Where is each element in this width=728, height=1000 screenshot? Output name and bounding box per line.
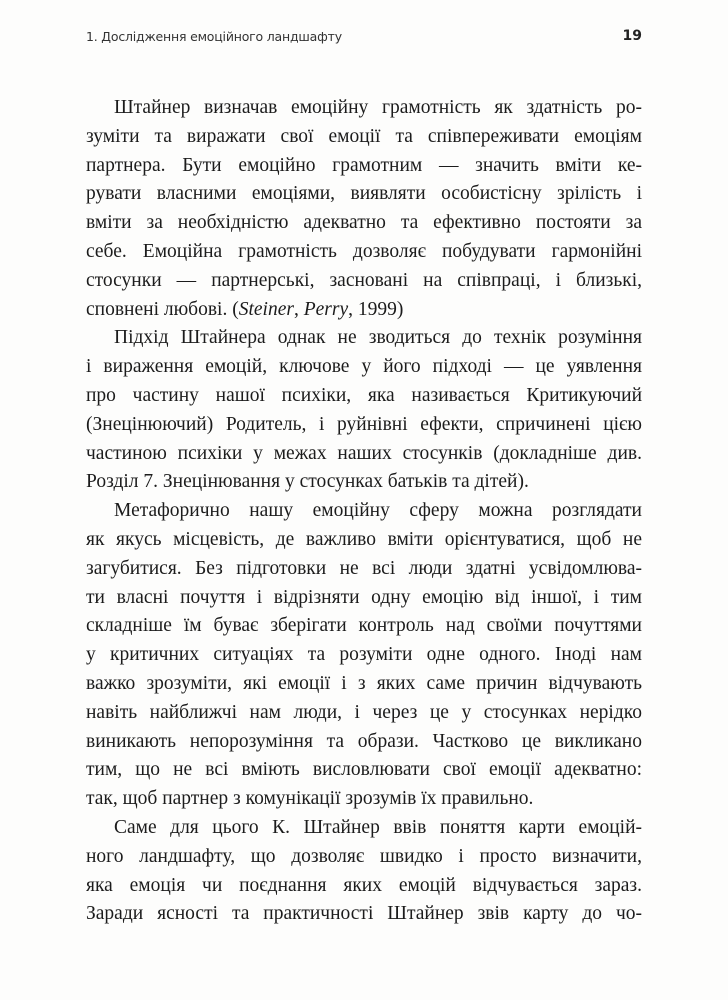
text-line: Метафорично нашу емоційну сферу можна розглядати bbox=[114, 500, 642, 522]
paragraph-2 bbox=[86, 324, 642, 497]
text-line: так, щоб партнер з комунікації зрозумів їх правильно. bbox=[86, 788, 534, 810]
text-line: стосунки — партнерські, засновані на співпраці, і близькі, bbox=[86, 269, 642, 291]
text-line: Саме для цього К. Штайнер ввів поняття карти емоцій- bbox=[114, 816, 642, 838]
citation-separator: , bbox=[293, 298, 304, 320]
text-line: ти власні почуття і відрізняти одну емоцію від іншої, і тим bbox=[86, 586, 642, 608]
text-line: себе. Емоційна грамотність дозволяє побудувати гармонійні bbox=[86, 240, 642, 262]
citation-author: Perry bbox=[303, 298, 349, 320]
text-line: виникають непорозуміння та образи. Частково це викликано bbox=[86, 730, 642, 752]
text-line: у критичних ситуаціях та розуміти одне одного. Іноді нам bbox=[86, 644, 642, 666]
text-line: Розділ 7. Знецінювання у стосунках батьків та дітей). bbox=[86, 471, 529, 493]
text-line: (Знецінюючий) Родитель, і руйнівні ефекти, спричинені цією bbox=[86, 413, 642, 435]
text-line: загубитися. Без підготовки не всі люди здатні усвідомлюва- bbox=[86, 557, 642, 579]
text-line-citation bbox=[86, 296, 642, 325]
text-line: і вираження емоцій, ключове у його підході — це уявлення bbox=[86, 356, 642, 378]
text-line: важко зрозуміти, які емоції і з яких саме причин відчувають bbox=[86, 672, 642, 694]
text-line: яка емоція чи поєднання яких емоцій відчувається зараз. bbox=[86, 874, 642, 896]
body-text bbox=[86, 94, 642, 929]
text-line: рувати власними емоціями, виявляти особистісну зрілість і bbox=[86, 183, 642, 205]
text-line: навіть найближчі нам люди, і через це у стосунках нерідко bbox=[86, 701, 642, 723]
text-line: складніше їм буває зберігати контроль над своїми почуттями bbox=[86, 615, 642, 637]
text-line: Штайнер визначав емоційну грамотність як здатність ро- bbox=[114, 97, 642, 118]
page-number: 19 bbox=[622, 28, 642, 44]
text-line: зуміти та виражати свої емоції та співпереживати емоціям bbox=[86, 125, 642, 147]
paragraph-1 bbox=[86, 94, 642, 324]
paragraph-3 bbox=[86, 497, 642, 814]
text-fragment: сповнені любові. ( bbox=[86, 298, 239, 320]
citation-year: , 1999) bbox=[348, 298, 404, 320]
text-line: як якусь місцевість, де важливо вміти орієнтуватися, щоб не bbox=[86, 528, 642, 550]
text-line: частиною психіки у межах наших стосунків (докладніше див. bbox=[86, 442, 642, 464]
text-line: вміти за необхідністю адекватно та ефективно постояти за bbox=[86, 212, 642, 234]
citation-author: Steiner bbox=[238, 298, 294, 320]
text-line: тим, що не всі вміють висловлювати свої емоції адекватно: bbox=[86, 759, 642, 781]
text-line: про частину нашої психіки, яка називається Критикуючий bbox=[86, 384, 642, 406]
paragraph-4 bbox=[86, 814, 642, 929]
running-header bbox=[86, 29, 642, 49]
text-line: Заради ясності та практичності Штайнер звів карту до чо- bbox=[86, 903, 642, 925]
text-line: Підхід Штайнера однак не зводиться до технік розуміння bbox=[114, 327, 642, 349]
running-title: 1. Дослідження емоційного ландшафту bbox=[86, 29, 342, 44]
text-line: партнера. Бути емоційно грамотним — значить вміти ке- bbox=[86, 154, 642, 176]
text-line: ного ландшафту, що дозволяє швидко і просто визначити, bbox=[86, 845, 642, 867]
